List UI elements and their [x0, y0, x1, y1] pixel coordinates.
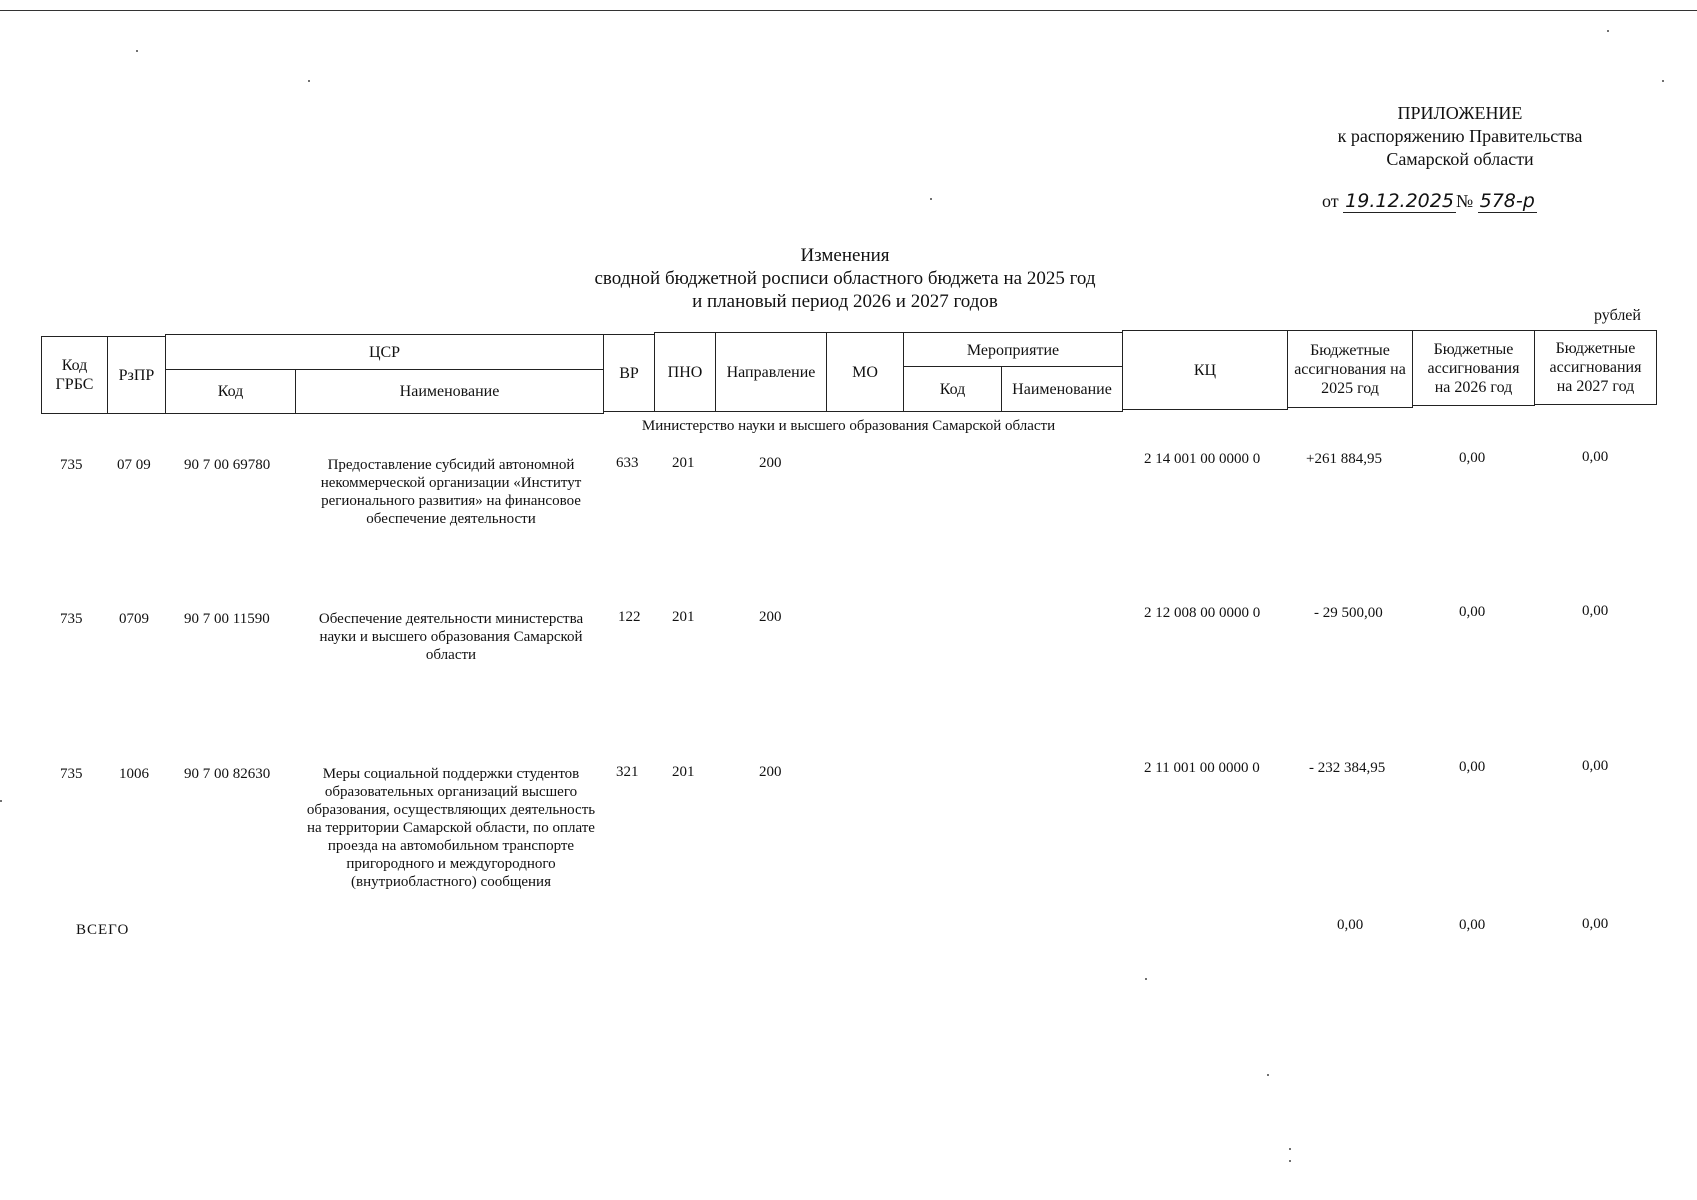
document-title: [480, 244, 1210, 313]
row-budget-2025: - 29 500,00: [1314, 605, 1383, 621]
header-budget-2025: Бюджетные ассигнования на 2025 год: [1287, 330, 1413, 408]
row-direction: 200: [759, 764, 782, 780]
title-line-1: Изменения: [800, 245, 890, 266]
scan-speck: [930, 198, 932, 200]
scan-speck: [136, 50, 138, 52]
number-prefix: №: [1455, 191, 1474, 211]
appendix-line-1: к распоряжению Правительства: [1337, 126, 1583, 146]
row-kc: 2 11 001 00 0000 0: [1144, 760, 1260, 776]
row-vr: 122: [618, 609, 641, 625]
row-direction: 200: [759, 609, 782, 625]
row-csr-name: Предоставление субсидий автономной некоммерческой организации «Институт регионального развития» на финансовое обеспечение деятельности: [320, 457, 582, 527]
row-budget-2026: 0,00: [1459, 604, 1486, 620]
scan-speck: [1289, 1160, 1291, 1162]
row-grbs: 735: [60, 611, 83, 627]
total-budget-2027: 0,00: [1582, 916, 1609, 932]
row-rzpr: 0709: [119, 611, 149, 627]
header-grbs: Код ГРБС: [41, 336, 108, 414]
scan-speck: [1607, 30, 1609, 32]
total-budget-2026: 0,00: [1459, 917, 1486, 933]
scan-speck: [1267, 1074, 1269, 1076]
row-pno: 201: [672, 609, 695, 625]
department-title: Министерство науки и высшего образования Самарской области: [641, 418, 1056, 434]
row-budget-2025: +261 884,95: [1306, 451, 1382, 467]
date-prefix: от: [1322, 191, 1339, 211]
row-budget-2027: 0,00: [1582, 449, 1609, 465]
row-vr: 321: [616, 764, 639, 780]
header-csr: ЦСР: [165, 334, 604, 370]
row-kc: 2 12 008 00 0000 0: [1144, 605, 1261, 621]
header-budget-2026: Бюджетные ассигнования на 2026 год: [1412, 330, 1535, 406]
header-csr-code: Код: [165, 369, 296, 414]
row-budget-2026: 0,00: [1459, 759, 1486, 775]
row-pno: 201: [672, 455, 695, 471]
title-line-3: и плановый период 2026 и 2027 годов: [692, 291, 998, 312]
header-rzpr: РзПР: [107, 336, 166, 414]
header-event-name: Наименование: [1001, 366, 1123, 412]
row-budget-2027: 0,00: [1582, 758, 1609, 774]
order-date: 19.12.2025: [1345, 190, 1454, 212]
units-label: рублей: [1594, 307, 1641, 324]
header-direction: Направление: [715, 332, 827, 412]
row-kc: 2 14 001 00 0000 0: [1144, 451, 1261, 467]
scan-speck: [1662, 80, 1664, 82]
row-budget-2027: 0,00: [1582, 603, 1609, 619]
header-csr-name: Наименование: [295, 369, 604, 414]
row-budget-2026: 0,00: [1459, 450, 1486, 466]
order-reference: [1322, 190, 1537, 212]
row-csr-code: 90 7 00 11590: [184, 611, 270, 627]
title-line-2: сводной бюджетной росписи областного бюджета на 2025 год: [594, 268, 1096, 289]
row-rzpr: 1006: [119, 766, 149, 782]
row-direction: 200: [759, 455, 782, 471]
row-csr-name: Обеспечение деятельности министерства науки и высшего образования Самарской области: [318, 611, 584, 663]
row-vr: 633: [616, 455, 639, 471]
appendix-block: [1240, 102, 1680, 171]
appendix-label: ПРИЛОЖЕНИЕ: [1397, 103, 1523, 123]
total-label: ВСЕГО: [76, 922, 130, 938]
row-grbs: 735: [60, 457, 83, 473]
total-budget-2025: 0,00: [1337, 917, 1364, 933]
scan-speck: [1289, 1148, 1291, 1150]
header-pno: ПНО: [654, 332, 716, 412]
row-csr-name: Меры социальной поддержки студентов образовательных организаций высшего образования, осуществляющих деятельность на территории Самарской области, по оплате проезда на автомобильном транспорте пригородного и междугородного (внутриобластного) сообщения: [306, 766, 596, 890]
scan-top-border: [0, 10, 1697, 11]
row-pno: 201: [672, 764, 695, 780]
order-number: 578-р: [1479, 190, 1535, 212]
row-budget-2025: - 232 384,95: [1309, 760, 1386, 776]
scan-speck: [1145, 978, 1147, 980]
header-kc: КЦ: [1122, 330, 1288, 410]
scan-speck: [308, 80, 310, 82]
scan-speck: [0, 800, 2, 802]
row-grbs: 735: [60, 766, 83, 782]
header-mo: МО: [826, 332, 904, 412]
header-event: Мероприятие: [903, 332, 1123, 367]
row-csr-code: 90 7 00 82630: [184, 766, 271, 782]
appendix-line-2: Самарской области: [1386, 149, 1534, 169]
header-budget-2027: Бюджетные ассигнования на 2027 год: [1534, 330, 1657, 405]
header-event-code: Код: [903, 366, 1002, 412]
header-vr: ВР: [603, 334, 655, 412]
row-rzpr: 07 09: [117, 457, 151, 473]
row-csr-code: 90 7 00 69780: [184, 457, 271, 473]
